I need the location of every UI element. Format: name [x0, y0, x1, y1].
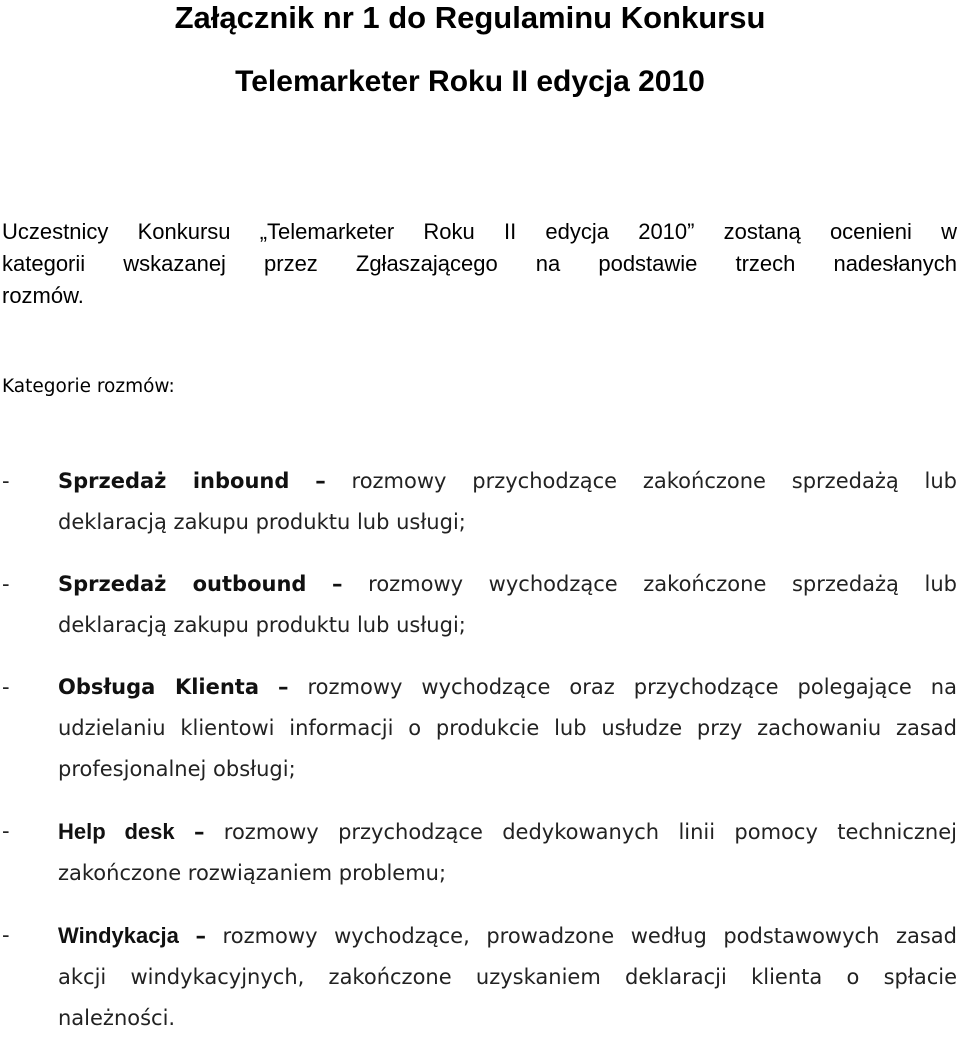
category-description-line-3: profesjonalnej obsługi;: [58, 757, 296, 781]
category-description-line-2: udzielaniu klientowi informacji o produkcie lub usłudze przy zachowaniu zasad: [58, 716, 957, 740]
intro-paragraph: [2, 216, 957, 312]
category-description-line-2: zakończone rozwiązaniem problemu;: [58, 861, 447, 885]
category-description-line-2: deklaracją zakupu produktu lub usługi;: [58, 613, 466, 637]
intro-line-1: Uczestnicy Konkursu „Telemarketer Roku II edycja 2010” zostaną ocenieni w: [2, 219, 957, 244]
list-bullet: -: [2, 572, 10, 596]
category-line: [58, 667, 957, 708]
category-name: Windykacja: [58, 923, 179, 948]
category-line: [58, 915, 957, 957]
category-item-obsluga-klienta: [0, 667, 957, 790]
intro-line-2: kategorii wskazanej przez Zgłaszającego na podstawie trzech nadesłanych: [2, 251, 957, 276]
category-description-line-1: rozmowy wychodzące oraz przychodzące polegające na: [307, 675, 957, 699]
category-line: [58, 564, 957, 605]
list-bullet: -: [2, 819, 10, 843]
category-description-line-1: rozmowy przychodzące zakończone sprzedażą lub: [351, 469, 957, 493]
category-description-line-3: należności.: [58, 1006, 176, 1030]
category-separator: –: [193, 820, 205, 844]
list-bullet: -: [2, 923, 10, 947]
document-subtitle: Telemarketer Roku II edycja 2010: [235, 65, 705, 98]
category-item-help-desk: [0, 811, 957, 894]
category-description-line-1: rozmowy przychodzące dedykowanych linii pomocy technicznej: [223, 820, 957, 844]
list-bullet: -: [2, 469, 10, 493]
category-separator: –: [315, 469, 326, 493]
category-separator: –: [278, 675, 289, 699]
category-name: Sprzedaż outbound: [58, 572, 307, 596]
intro-line-3: rozmów.: [2, 283, 84, 308]
category-item-sprzedaz-inbound: [0, 461, 957, 543]
category-line: [58, 461, 957, 502]
category-name: Obsługa Klienta: [58, 675, 260, 699]
categories-list: [0, 461, 957, 1039]
category-item-windykacja: [0, 915, 957, 1039]
category-description-line-1: rozmowy wychodzące, prowadzone według podstawowych zasad: [222, 924, 957, 948]
category-item-sprzedaz-outbound: [0, 564, 957, 646]
category-description-line-1: rozmowy wychodzące zakończone sprzedażą lub: [368, 572, 957, 596]
category-separator: –: [332, 572, 343, 596]
category-line: [58, 811, 957, 853]
category-name: Help desk: [58, 819, 175, 844]
categories-heading: Kategorie rozmów:: [2, 376, 175, 397]
category-description-line-2: akcji windykacyjnych, zakończone uzyskaniem deklaracji klienta o spłacie: [58, 965, 957, 989]
category-description-line-2: deklaracją zakupu produktu lub usługi;: [58, 510, 466, 534]
category-separator: –: [195, 924, 206, 948]
category-name: Sprzedaż inbound: [58, 469, 290, 493]
document-title: Załącznik nr 1 do Regulaminu Konkursu: [174, 0, 766, 35]
list-bullet: -: [2, 675, 10, 699]
